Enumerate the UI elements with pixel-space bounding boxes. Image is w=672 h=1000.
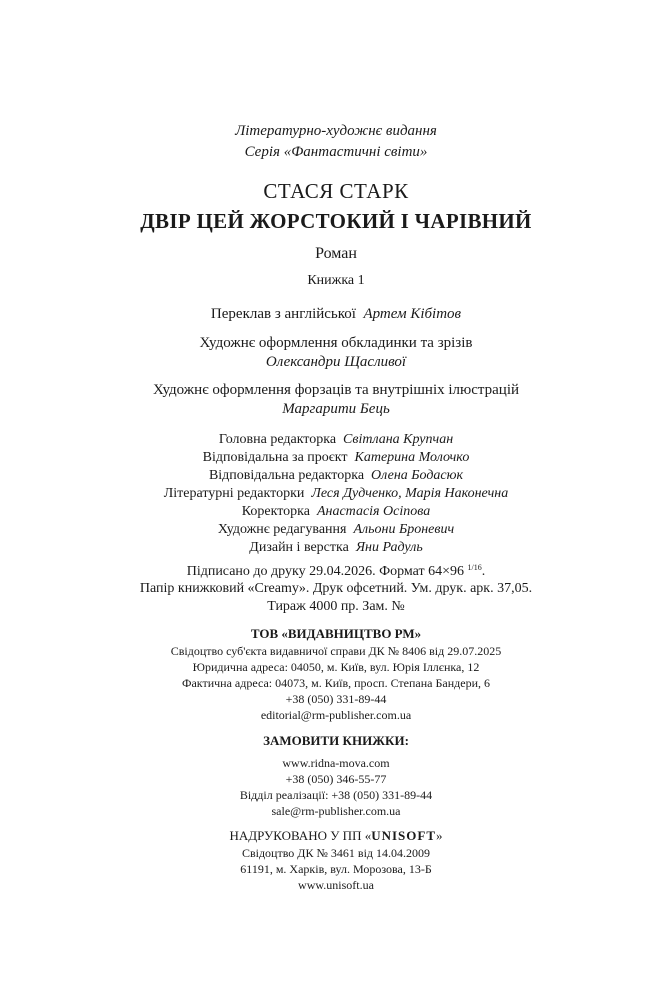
printer-line [0,829,672,842]
printer-name: UNISOFT [371,828,437,843]
book-genre: Роман [315,245,357,262]
order-sales-phone: Відділ реалізації: +38 (050) 331-89-44 [239,788,433,802]
print-paper-info: Папір книжковий «Creamy». Друк офсетний. Ум. друк. арк. 37,05. [139,581,533,596]
staff-name: Яни Радуль [355,540,423,555]
book-title: ДВІР ЦЕЙ ЖОРСТОКИЙ І ЧАРІВНИЙ [140,209,532,233]
publisher-phone: +38 (050) 331-89-44 [285,692,387,706]
staff-credit [0,505,672,519]
staff-name: Альони Броневич [353,522,455,537]
publisher-email: editorial@rm-publisher.com.ua [260,708,412,722]
printer-address: 61191, м. Харків, вул. Морозова, 13-Б [240,862,432,876]
print-info-line [0,564,672,579]
printed-by-label: НАДРУКОВАНО У ПП « [229,828,372,843]
staff-name: Анастасія Осіпова [316,504,431,519]
printer-website[interactable]: www.unisoft.ua [298,878,374,892]
order-website[interactable]: www.ridna-mova.com [282,756,390,770]
staff-credit [0,451,672,465]
print-signed-date: Підписано до друку 29.04.2026. Формат 64×96 [186,564,465,579]
staff-name: Леся Дудченко, Марія Наконечна [311,486,509,501]
staff-credit [0,523,672,537]
staff-name: Катерина Молочко [354,450,470,465]
order-email[interactable]: sale@rm-publisher.com.ua [271,804,401,818]
staff-role: Літературні редакторки [163,486,305,501]
book-volume: Книжка 1 [307,273,365,288]
endpaper-art-role: Художнє оформлення форзаців та внутрішніх ілюстрацій [152,382,520,398]
translator-name: Артем Кібітов [363,306,462,322]
staff-role: Головна редакторка [218,432,337,447]
print-run-info: Тираж 4000 пр. Зам. № [267,599,405,614]
order-phone: +38 (050) 346-55-77 [285,772,387,786]
translation-credit [0,307,672,322]
edition-type: Літературно-художнє видання [235,123,437,139]
cover-art-role: Художнє оформлення обкладинки та зрізів [199,335,473,351]
staff-name: Світлана Крупчан [343,432,454,447]
format-fraction-suffix: . [481,564,486,579]
publisher-name: ТОВ «ВИДАВНИЦТВО РМ» [250,626,422,641]
publisher-license: Свідоцтво суб'єкта видавничої справи ДК № 8406 від 29.07.2025 [170,644,502,658]
staff-credit [0,487,672,501]
publisher-actual-address: Фактична адреса: 04073, м. Київ, просп. Степана Бандери, 6 [181,676,490,690]
translation-role: Переклав з англійської [210,306,356,322]
series-name: Серія «Фантастичні світи» [244,144,428,160]
staff-credit [0,541,672,555]
printed-by-end: » [436,828,443,843]
endpaper-artist-name: Маргарити Бець [282,401,390,417]
staff-role: Відповідальна за проєкт [202,450,348,465]
staff-role: Відповідальна редакторка [208,468,365,483]
staff-role: Дизайн і верстка [249,540,349,555]
printer-license: Свідоцтво ДК № 3461 від 14.04.2009 [241,846,431,860]
cover-artist-name: Олександри Щасливої [265,354,407,370]
staff-role: Коректорка [241,504,310,519]
order-heading: ЗАМОВИТИ КНИЖКИ: [263,733,409,748]
staff-name: Олена Бодасюк [371,468,464,483]
publisher-legal-address: Юридична адреса: 04050, м. Київ, вул. Юрія Іллєнка, 12 [192,660,480,674]
staff-credit [0,433,672,447]
staff-role: Художнє редагування [217,522,347,537]
author-name: СТАСЯ СТАРК [263,179,409,203]
format-fraction: 1/16 [467,563,482,572]
staff-credit [0,469,672,483]
